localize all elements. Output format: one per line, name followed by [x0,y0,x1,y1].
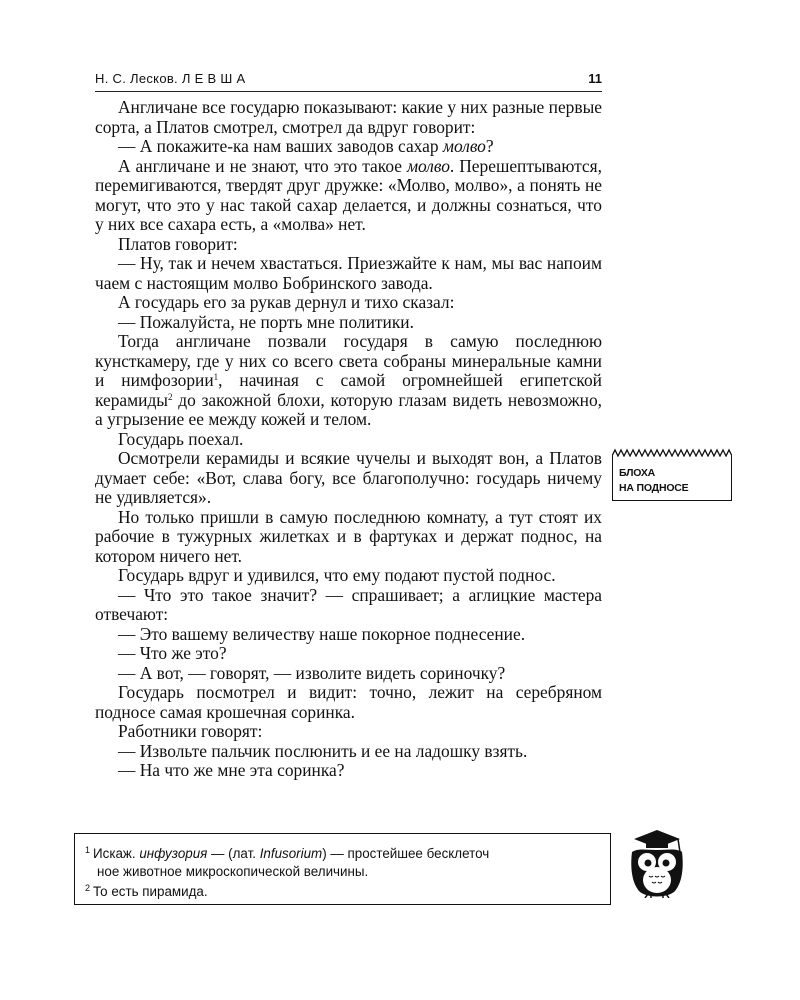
paragraph: — А покажите-ка нам ваших заводов сахар молво? [118,136,494,156]
paragraph: А государь его за рукав дернул и тихо сказал: [118,292,455,312]
paragraph: — Ну, так и нечем хвастаться. Приезжайте к нам, мы вас напоим чаем с настоящим молво Бобринского завода. [95,253,602,293]
footnote-1: $^1$ Искаж. инфузория — (лат. Infusorium) — простейшее бесклеточ ное животное микроскопической величины. [85,845,490,879]
margin-note-label: БЛОХА НА ПОДНОСЕ [619,467,689,494]
paragraph: Но только пришли в самую последнюю комнату, а тут стоят их рабочие в тужурных жилетках и в фартуках и держат поднос, на котором ничего нет. [95,506,602,566]
margin-note [612,455,732,501]
paragraph: — А вот, — говорят, — изволите видеть сориночку? [118,662,506,683]
footnote-2: $^2$ То есть пирамида. [85,883,208,899]
running-head-author-title: Н. С. Лесков. Л Е В Ш А [95,71,246,86]
paragraph: Тогда англичане позвали государя в самую последнюю кунсткамеру, где у них со всего света собраны минеральные камни и нимфозории$^1$, начиная с самой огромнейшей египетской керамиды$^2$ до закожной блохи, которую глазам видеть невозможно, а угрызение ее между кожей и телом. [95,331,602,429]
paragraph: — На что же мне эта соринка? [118,760,345,780]
paragraph: — Это вашему величеству наше покорное поднесение. [118,623,526,644]
paragraph: Осмотрели керамиды и всякие чучелы и выходят вон, а Платов думает себе: «Вот, слава богу, все благополучно: государь ничему не удивляется». [95,448,602,507]
running-head [95,71,602,86]
page-number: 11 [588,71,602,86]
footnote-ref-1[interactable]: 1 [213,372,219,382]
paragraph: Государь посмотрел и видит: точно, лежит на серебряном подносе самая крошечная соринка. [95,682,602,722]
paragraph: — Извольте пальчик послюнить и ее на ладошку взять. [118,740,528,761]
torn-edge-decoration [612,448,732,457]
paragraph: — Что это такое значит? — спрашивает; а аглицкие мастера отвечают: [95,584,602,624]
paragraph: Работники говорят: [118,721,263,741]
footnote-ref-2[interactable]: 2 [168,391,173,402]
footnotes-box [74,833,611,905]
main-text [95,98,602,781]
paragraph: — Пожалуйста, не порть мне политики. [118,311,414,332]
paragraph: — Что же это? [118,643,227,663]
paragraph: Англичане все государю показывают: какие у них разные первые сорта, а Платов смотрел, смотрел да вдруг говорит: [95,97,602,137]
paragraph: А англичане и не знают, что это такое молво. Перешептываются, перемигиваются, твердят друг дружке: «Молво, молво», а понять не могут, что это у нас такой сахар делается, и должны сознаться, что у них все сахара есть, а «молва» нет. [95,155,602,234]
header-rule [95,91,602,92]
paragraph: Платов говорит: [118,233,238,254]
paragraph: Государь поехал. [118,428,244,449]
owl-with-graduation-cap-icon [618,828,696,898]
paragraph: Государь вдруг и удивился, что ему подают пустой поднос. [118,565,556,585]
